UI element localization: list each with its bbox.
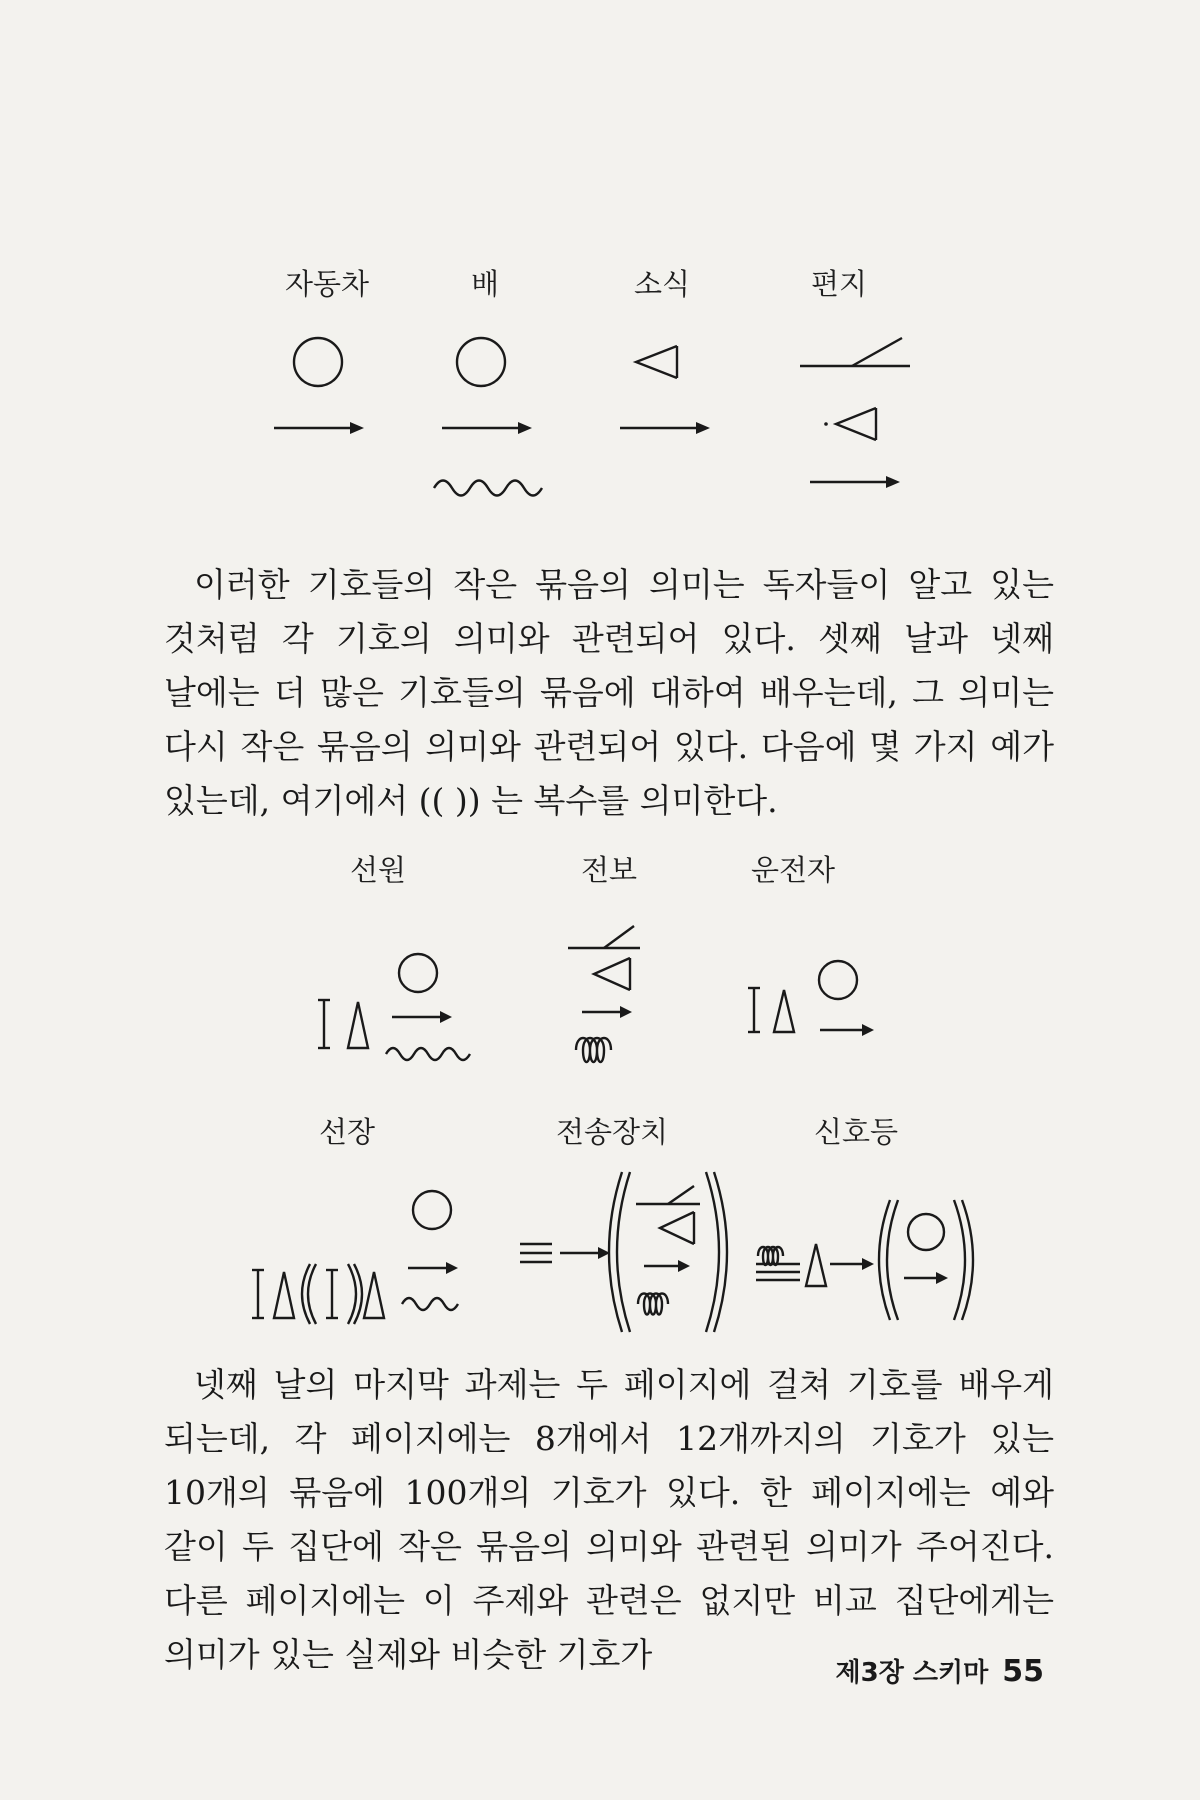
label-car: 자동차 [284, 267, 370, 301]
label-sailor: 선원 [349, 853, 407, 887]
page-footer [836, 1652, 1044, 1689]
label-transmitter: 전송장치 [555, 1115, 669, 1149]
label-captain: 선장 [318, 1115, 376, 1149]
symbol-traffic-light [756, 1200, 973, 1320]
body-paragraph-2 [164, 1358, 1054, 1682]
label-driver: 운전자 [750, 853, 836, 887]
label-ship: 배 [470, 267, 500, 301]
label-letter: 편지 [810, 267, 868, 301]
label-telegram: 전보 [580, 853, 638, 887]
symbol-telegram [568, 926, 640, 1062]
paragraph-1-text: 이러한 기호들의 작은 묶음의 의미는 독자들이 알고 있는 것처럼 각 기호의 의미와 관련되어 있다. 셋째 날과 넷째 날에는 더 많은 기호들의 묶음에 대하여 배우는데, 그 의미는 다시 작은 묶음의 의미와 관련되어 있다. 다음에 몇 가지 예가 있는데, 여기에서 (( )) 는 복수를 의미한다. [164, 565, 1054, 820]
symbol-driver [748, 961, 874, 1036]
paragraph-2-text: 넷째 날의 마지막 과제는 두 페이지에 걸쳐 기호를 배우게 되는데, 각 페이지에는 8개에서 12개까지의 기호가 있는 10개의 묶음에 100개의 기호가 있다. 한 페이지에는 예와 같이 두 집단에 작은 묶음의 의미와 관련된 의미가 주어진다. 다른 페이지에는 이 주제와 관련은 없지만 비교 집단에게는 의미가 있는 실제와 비슷한 기호가 [164, 1365, 1054, 1674]
symbol-captain [252, 1191, 458, 1324]
symbol-transmitter [520, 1172, 727, 1332]
label-news: 소식 [633, 267, 691, 301]
symbol-sailor [318, 954, 470, 1060]
page-number: 55 [1002, 1654, 1044, 1689]
chapter-title: 제3장 스키마 [835, 1658, 989, 1688]
label-traffic-light: 신호등 [813, 1115, 899, 1149]
